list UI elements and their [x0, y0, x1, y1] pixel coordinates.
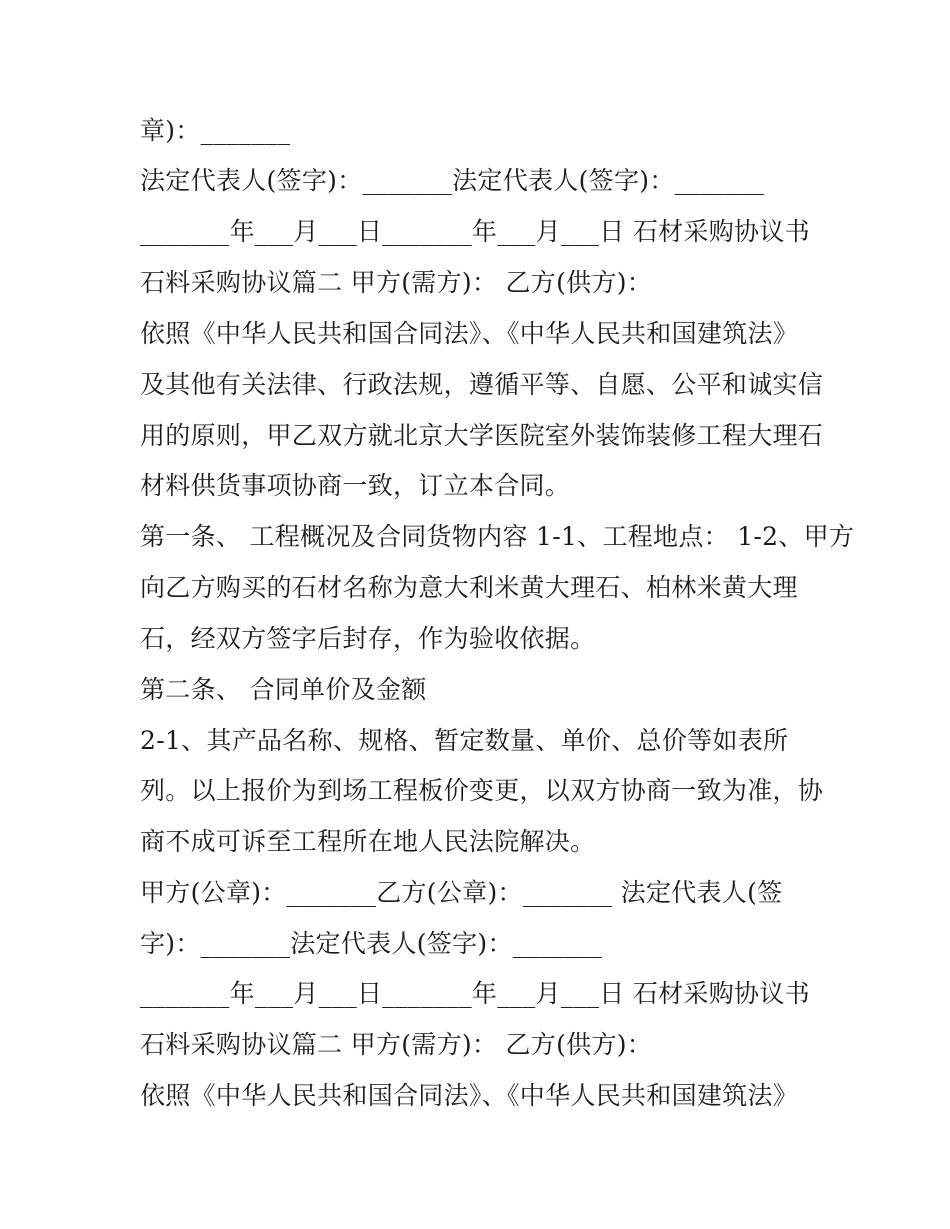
- text-line-5: 依照《中华人民共和国合同法》、《中华人民共和国建筑法》: [140, 319, 799, 348]
- text-line-12: 第二条、 合同单价及金额: [140, 675, 427, 704]
- text-line-9: 第一条、 工程概况及合同货物内容 1-1、工程地点： 1-2、甲方: [140, 522, 855, 551]
- text-line-18: _______年___月___日_______年___月___日 石材采购协议书: [140, 979, 810, 1008]
- text-line-19: 石料采购协议篇二 甲方(需方)： 乙方(供方)：: [140, 1030, 653, 1059]
- text-line-6: 及其他有关法律、行政法规，遵循平等、自愿、公平和诚实信: [140, 370, 824, 399]
- text-line-16: 甲方(公章)：_______乙方(公章)：_______ 法定代表人(签: [140, 878, 783, 907]
- text-line-20: 依照《中华人民共和国合同法》、《中华人民共和国建筑法》: [140, 1081, 799, 1110]
- text-line-17: 字)：_______法定代表人(签字)：_______: [140, 929, 603, 958]
- text-line-11: 石，经双方签字后封存，作为验收依据。: [140, 624, 596, 653]
- text-line-15: 商不成可诉至工程所在地人民法院解决。: [140, 827, 596, 856]
- text-line-1: 章)：_______: [140, 116, 291, 145]
- text-line-13: 2-1、其产品名称、规格、暂定数量、单价、总价等如表所: [140, 726, 789, 755]
- text-line-2: 法定代表人(签字)：_______法定代表人(签字)：_______: [140, 166, 765, 195]
- text-line-8: 材料供货事项协商一致，订立本合同。: [140, 471, 571, 500]
- text-line-3: _______年___月___日_______年___月___日 石材采购协议书: [140, 217, 810, 246]
- text-line-10: 向乙方购买的石材名称为意大利米黄大理石、柏林米黄大理: [140, 573, 798, 602]
- text-line-7: 用的原则，甲乙双方就北京大学医院室外装饰装修工程大理石: [140, 421, 824, 450]
- text-line-14: 列。以上报价为到场工程板价变更，以双方协商一致为准，协: [140, 776, 824, 805]
- text-line-4: 石料采购协议篇二 甲方(需方)： 乙方(供方)：: [140, 268, 653, 297]
